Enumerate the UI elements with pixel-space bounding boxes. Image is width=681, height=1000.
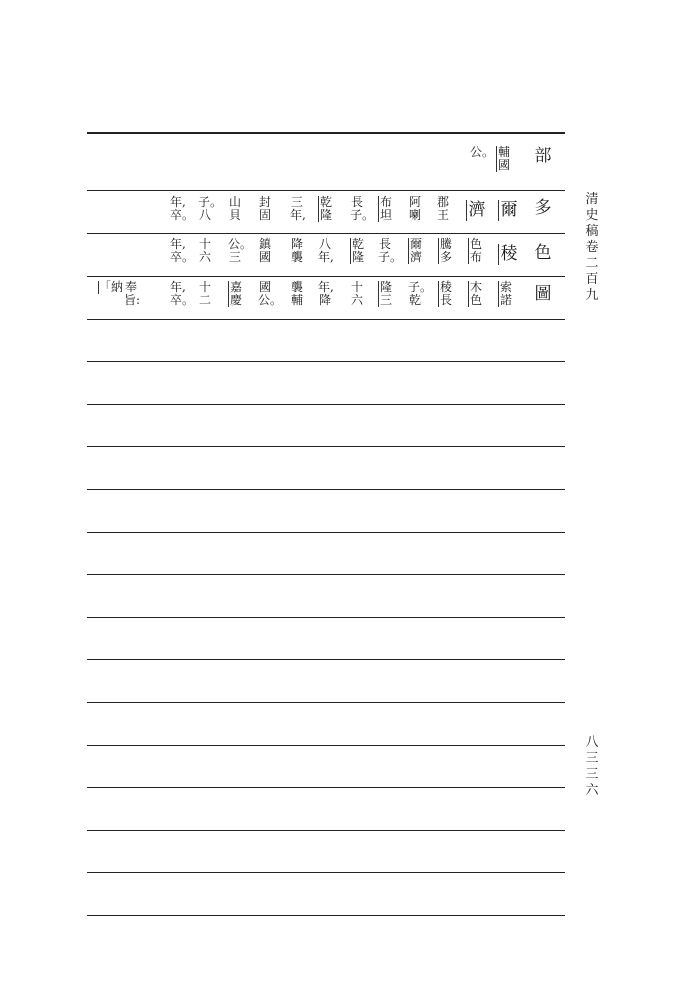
row2-col11: 年,卒。 — [170, 237, 195, 264]
row3-col4: 子。乾 — [408, 280, 433, 307]
row1-col8: 山貝 — [228, 195, 241, 222]
row-rule-11 — [87, 617, 565, 618]
row1-col5: 乾隆 — [319, 195, 332, 222]
row2-col2: 騰多 — [439, 237, 452, 264]
row3-col3: 稜長 — [439, 280, 452, 307]
row3-col1: 索諾 — [499, 280, 512, 307]
row3-col13: 奉旨: — [124, 280, 141, 307]
row3-col12: 年,卒。 — [170, 280, 195, 307]
header-char-bu: 部 — [534, 146, 552, 166]
running-header: 清史稿卷二百九 — [585, 192, 599, 303]
row2-col6: 八年, — [318, 237, 334, 264]
row1-col9: 子。八 — [198, 195, 223, 222]
row2-col3: 爾濟 — [409, 237, 422, 264]
header-char-tu: 圖 — [534, 284, 552, 304]
page-number: 八三三六 — [585, 735, 599, 798]
header-char-se: 色 — [534, 243, 552, 263]
row1-name-chars: 爾 — [498, 200, 519, 221]
row-rule-14 — [87, 745, 565, 746]
row0-note: 輔國 — [497, 145, 510, 172]
row1-col2: 阿喇 — [408, 195, 421, 222]
row3-col6: 十六 — [350, 280, 363, 307]
row3-col10: 嘉慶 — [229, 280, 242, 307]
row3-col14: 「納 — [99, 280, 124, 294]
row1-col1: 郡王 — [436, 195, 449, 222]
row-rule-3 — [87, 276, 565, 277]
row-rule-9 — [87, 532, 565, 533]
row1-col10: 年,卒。 — [170, 195, 195, 222]
row-rule-16 — [87, 830, 565, 831]
row2-col9: 公。三 — [228, 237, 253, 264]
row-rule-2 — [87, 233, 565, 234]
row2-col10: 十六 — [198, 237, 211, 264]
row1-col7: 封固 — [258, 195, 271, 222]
row-rule-12 — [87, 659, 565, 660]
row2-col5: 乾隆 — [351, 237, 364, 264]
row-rule-4 — [87, 319, 565, 320]
row3-col5: 隆三 — [379, 280, 392, 307]
row3-col8: 襲輔 — [290, 280, 303, 307]
row1-col6: 三年, — [290, 195, 306, 222]
row-rule-1 — [87, 190, 565, 191]
row-rule-13 — [87, 702, 565, 703]
row3-col11: 十二 — [198, 280, 211, 307]
row-rule-18 — [87, 915, 565, 916]
row-rule-7 — [87, 446, 565, 447]
header-char-duo: 多 — [534, 198, 552, 218]
row0-tail: 公。 — [470, 145, 495, 159]
row-rule-5 — [87, 361, 565, 362]
row2-col8: 鎮國 — [258, 237, 271, 264]
row-rule-10 — [87, 574, 565, 575]
row2-name-char: 稜 — [498, 244, 519, 265]
table-top-rule — [87, 132, 565, 134]
row-rule-17 — [87, 872, 565, 873]
row2-col1: 色布 — [469, 237, 482, 264]
row3-col9: 國公。 — [258, 280, 283, 307]
row3-col7: 年,降 — [318, 280, 334, 307]
row2-col4: 長子。 — [378, 237, 403, 264]
row1-col4: 長子。 — [350, 195, 375, 222]
row2-col7: 降襲 — [290, 237, 303, 264]
row-rule-6 — [87, 404, 565, 405]
row1-col3: 布坦 — [379, 195, 392, 222]
row1-name-char-ji: 濟 — [466, 200, 487, 221]
row3-col2: 木色 — [469, 280, 482, 307]
row-rule-8 — [87, 489, 565, 490]
row-rule-15 — [87, 787, 565, 788]
